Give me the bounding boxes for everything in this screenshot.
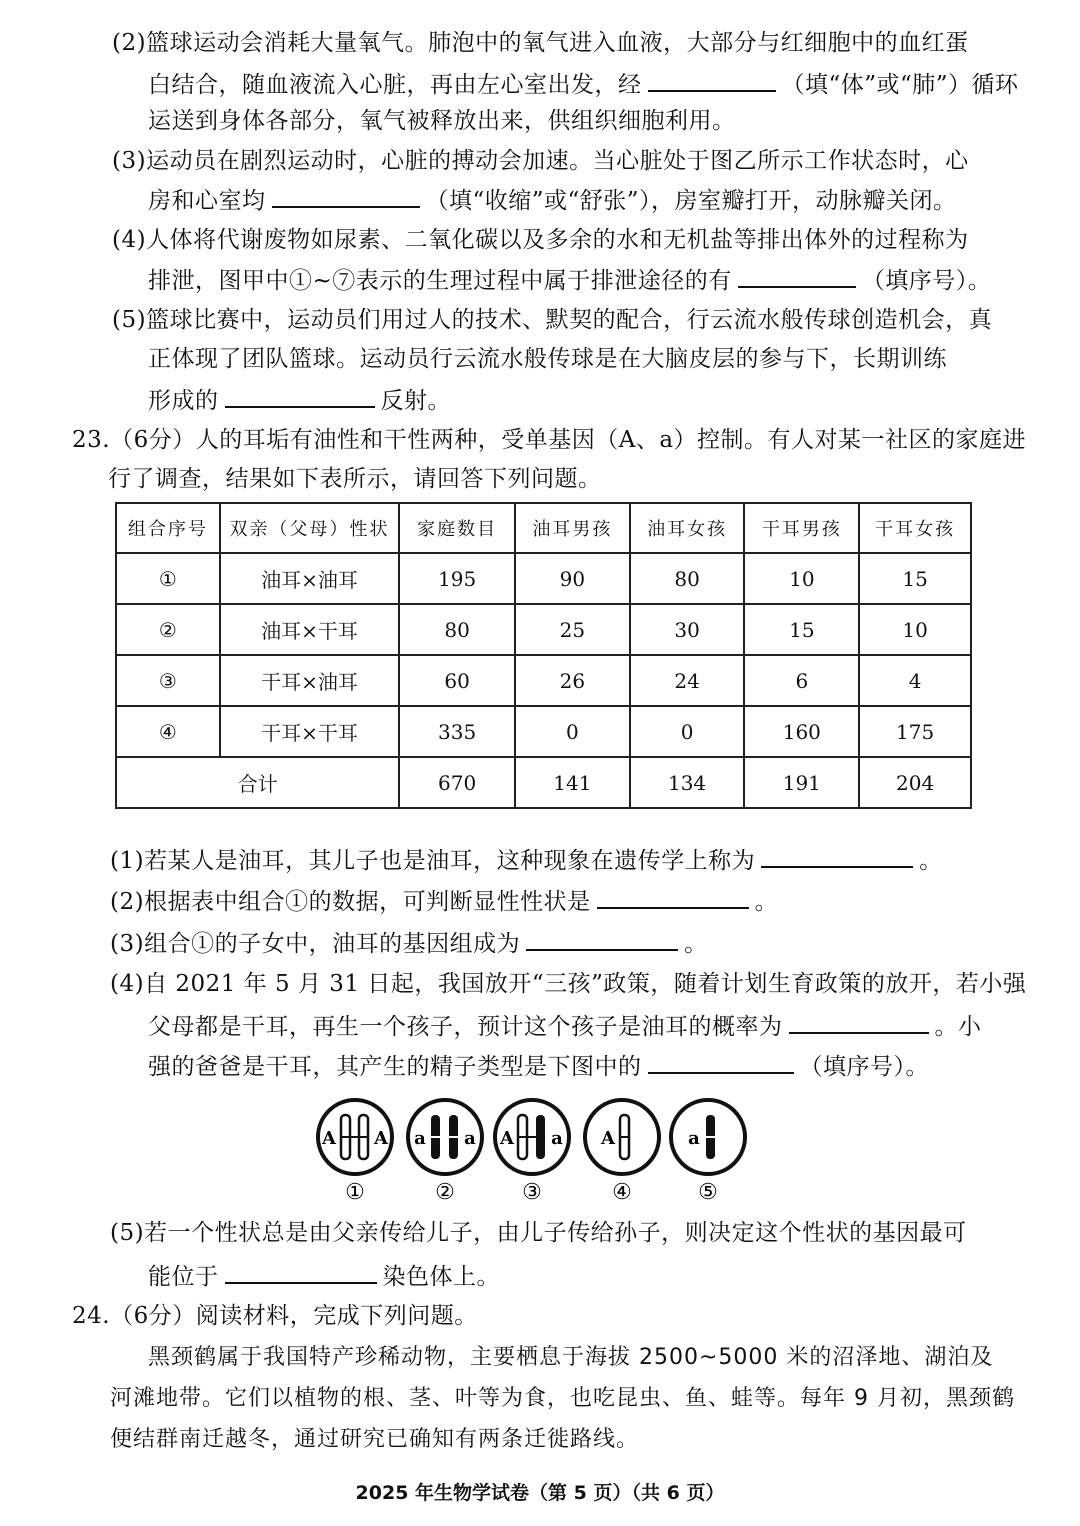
q23-sub4-line1: (4)自 2021 年 5 月 31 日起，我国放开“三孩”政策，随着计划生育政策的放开，若小强 bbox=[110, 971, 1027, 997]
table-cell: 60 bbox=[399, 655, 515, 706]
cell-5-allele: a bbox=[688, 1128, 700, 1149]
q23-sub4-sperm-blank[interactable] bbox=[648, 1050, 794, 1074]
table-cell: 25 bbox=[515, 604, 630, 655]
q23-sub5-answer-blank[interactable] bbox=[225, 1260, 377, 1284]
table-cell: ① bbox=[116, 553, 220, 604]
table-cell: 0 bbox=[630, 706, 745, 757]
q22-part2-text-b: （填“体”或“肺”）循环 bbox=[781, 72, 1019, 98]
q22-part5-text-b: 反射。 bbox=[380, 388, 451, 414]
table-cell: 10 bbox=[859, 604, 971, 655]
cell-4 bbox=[585, 1100, 659, 1205]
q23-sub1-answer-blank[interactable] bbox=[761, 844, 913, 868]
cell-3-left-allele: A bbox=[500, 1128, 514, 1149]
q23-sub2-answer-blank[interactable] bbox=[597, 885, 749, 909]
table-header-cell: 油耳男孩 bbox=[515, 503, 630, 553]
q23-sub5-line2 bbox=[148, 1260, 500, 1292]
table-cell: 干耳×干耳 bbox=[220, 706, 400, 757]
table-cell: 160 bbox=[744, 706, 859, 757]
cell-3-right-allele: a bbox=[551, 1128, 563, 1149]
table-cell: 油耳×干耳 bbox=[220, 604, 400, 655]
q23-intro-line1: 23.（6分）人的耳垢有油性和干性两种，受单基因（A、a）控制。有人对某一社区的家庭进 bbox=[72, 427, 1027, 453]
table-cell: 30 bbox=[630, 604, 745, 655]
q22-part5-line3 bbox=[148, 384, 451, 416]
q22-part2-text-a: 白结合，随血液流入心脏，再由左心室出发，经 bbox=[148, 72, 642, 98]
table-cell: 26 bbox=[515, 655, 630, 706]
table-header-cell: 家庭数目 bbox=[399, 503, 515, 553]
table-cell: 合计 bbox=[116, 757, 399, 808]
q23-sub4-probability-blank[interactable] bbox=[789, 1010, 929, 1034]
q23-sub5-text-b: 染色体上。 bbox=[382, 1264, 500, 1290]
q23-sub3 bbox=[110, 927, 708, 959]
earwax-survey-table bbox=[115, 502, 972, 809]
table-header-cell: 干耳男孩 bbox=[744, 503, 859, 553]
cell-2-right-allele: a bbox=[464, 1128, 476, 1149]
q23-sub5-line1: (5)若一个性状总是由父亲传给儿子，由儿子传给孙子，则决定这个性状的基因最可 bbox=[110, 1220, 967, 1246]
table-cell: 191 bbox=[744, 757, 859, 808]
q22-part3-text-a: 房和心室均 bbox=[148, 188, 266, 214]
q23-intro-line2: 行了调查，结果如下表所示，请回答下列问题。 bbox=[108, 466, 602, 492]
table-cell: 134 bbox=[630, 757, 745, 808]
q23-sub4-text-c: 强的爸爸是干耳，其产生的精子类型是下图中的 bbox=[148, 1054, 642, 1080]
q23-sub3-text-b: 。 bbox=[684, 931, 708, 957]
table-row bbox=[116, 604, 971, 655]
table-cell: 175 bbox=[859, 706, 971, 757]
q22-part5-line2: 正体现了团队篮球。运动员行云流水般传球是在大脑皮层的参与下，长期训练 bbox=[148, 346, 947, 372]
q23-sub4-text-d: （填序号）。 bbox=[799, 1054, 929, 1080]
q23-sub2 bbox=[110, 885, 778, 917]
q22-part2-answer-blank[interactable] bbox=[648, 68, 776, 92]
table-cell: 6 bbox=[744, 655, 859, 706]
table-cell: 4 bbox=[859, 655, 971, 706]
cell-1 bbox=[318, 1100, 392, 1205]
table-header-cell: 干耳女孩 bbox=[859, 503, 971, 553]
cell-2-left-allele: a bbox=[414, 1128, 426, 1149]
table-cell: 141 bbox=[515, 757, 630, 808]
page-footer: 2025 年生物学试卷（第 5 页）（共 6 页） bbox=[355, 1482, 725, 1504]
table-cell: ④ bbox=[116, 706, 220, 757]
q22-part3-line1: (3)运动员在剧烈运动时，心脏的搏动会加速。当心脏处于图乙所示工作状态时，心 bbox=[112, 148, 969, 174]
table-cell: 80 bbox=[630, 553, 745, 604]
q24-material-line1: 黑颈鹤属于我国特产珍稀动物，主要栖息于海拔 2500~5000 米的沼泽地、湖泊及 bbox=[148, 1345, 994, 1370]
q24-material-line2: 河滩地带。它们以植物的根、茎、叶等为食，也吃昆虫、鱼、蛙等。每年 9 月初，黑颈鹤 bbox=[110, 1386, 1015, 1411]
table-header-cell: 油耳女孩 bbox=[630, 503, 745, 553]
table-cell: 24 bbox=[630, 655, 745, 706]
q22-part4-line2 bbox=[148, 264, 991, 296]
cell-1-label: ① bbox=[345, 1180, 365, 1205]
table-header-row bbox=[116, 503, 971, 553]
q23-sub3-answer-blank[interactable] bbox=[526, 927, 678, 951]
q23-sub1 bbox=[110, 844, 943, 876]
cell-3-label: ③ bbox=[522, 1180, 542, 1205]
q23-sub4-line3 bbox=[148, 1050, 929, 1082]
table-total-row bbox=[116, 757, 971, 808]
cell-2 bbox=[408, 1100, 482, 1205]
q22-part4-text-a: 排泄，图甲中①~⑦表示的生理过程中属于排泄途径的有 bbox=[148, 268, 732, 294]
q22-part2-line3: 运送到身体各部分，氧气被释放出来，供组织细胞利用。 bbox=[148, 108, 736, 134]
table-cell: 油耳×油耳 bbox=[220, 553, 400, 604]
q23-sub1-text-b: 。 bbox=[919, 848, 943, 874]
table-cell: 90 bbox=[515, 553, 630, 604]
q22-part3-text-b: （填“收缩”或“舒张”），房室瓣打开，动脉瓣关闭。 bbox=[425, 188, 957, 214]
cell-1-right-allele: A bbox=[374, 1128, 388, 1149]
table-cell: 335 bbox=[399, 706, 515, 757]
cell-3 bbox=[495, 1100, 569, 1205]
q22-part3-line2 bbox=[148, 184, 957, 216]
cell-5-label: ⑤ bbox=[698, 1180, 718, 1205]
cell-4-allele: A bbox=[601, 1128, 615, 1149]
q23-sub3-text-a: (3)组合①的子女中，油耳的基因组成为 bbox=[110, 931, 521, 957]
table-cell: ② bbox=[116, 604, 220, 655]
table-row bbox=[116, 706, 971, 757]
sperm-cells-figure bbox=[310, 1095, 760, 1205]
table-row bbox=[116, 655, 971, 706]
q23-sub5-text-a: 能位于 bbox=[148, 1264, 219, 1290]
q22-part4-answer-blank[interactable] bbox=[738, 264, 856, 288]
table-cell: 10 bbox=[744, 553, 859, 604]
q22-part4-line1: (4)人体将代谢废物如尿素、二氧化碳以及多余的水和无机盐等排出体外的过程称为 bbox=[112, 227, 969, 253]
q23-sub2-text-a: (2)根据表中组合①的数据，可判断显性性状是 bbox=[110, 889, 591, 915]
q22-part5-text-a: 形成的 bbox=[148, 388, 219, 414]
q24-material-line3: 便结群南迁越冬，通过研究已确知有两条迁徙路线。 bbox=[110, 1427, 640, 1452]
table-cell: 15 bbox=[744, 604, 859, 655]
table-cell: 80 bbox=[399, 604, 515, 655]
cell-5 bbox=[671, 1100, 745, 1205]
q23-sub1-text-a: (1)若某人是油耳，其儿子也是油耳，这种现象在遗传学上称为 bbox=[110, 848, 756, 874]
table-cell: ③ bbox=[116, 655, 220, 706]
q23-sub4-line2 bbox=[148, 1010, 982, 1042]
q22-part2-line2 bbox=[148, 68, 1019, 100]
q22-part4-text-b: （填序号）。 bbox=[861, 268, 992, 294]
q23-sub4-text-a: 父母都是干耳，再生一个孩子，预计这个孩子是油耳的概率为 bbox=[148, 1014, 783, 1040]
table-cell: 干耳×油耳 bbox=[220, 655, 400, 706]
table-cell: 670 bbox=[399, 757, 515, 808]
table-header-cell: 双亲（父母）性状 bbox=[220, 503, 400, 553]
cell-1-left-allele: A bbox=[322, 1128, 336, 1149]
table-cell: 195 bbox=[399, 553, 515, 604]
q22-part5-line1: (5)篮球比赛中，运动员们用过人的技术、默契的配合，行云流水般传球创造机会，真 bbox=[112, 307, 993, 333]
q22-part5-answer-blank[interactable] bbox=[225, 384, 375, 408]
q24-intro: 24.（6分）阅读材料，完成下列问题。 bbox=[72, 1303, 478, 1329]
table-cell: 15 bbox=[859, 553, 971, 604]
cell-2-label: ② bbox=[435, 1180, 455, 1205]
q23-sub4-text-b: 。小 bbox=[934, 1014, 982, 1040]
q22-part2-line1: (2)篮球运动会消耗大量氧气。肺泡中的氧气进入血液，大部分与红细胞中的血红蛋 bbox=[112, 30, 969, 56]
cell-4-label: ④ bbox=[612, 1180, 632, 1205]
q23-sub2-text-b: 。 bbox=[754, 889, 779, 915]
q22-part3-answer-blank[interactable] bbox=[272, 184, 420, 208]
table-row bbox=[116, 553, 971, 604]
table-cell: 204 bbox=[859, 757, 971, 808]
table-cell: 0 bbox=[515, 706, 630, 757]
table-header-cell: 组合序号 bbox=[116, 503, 220, 553]
